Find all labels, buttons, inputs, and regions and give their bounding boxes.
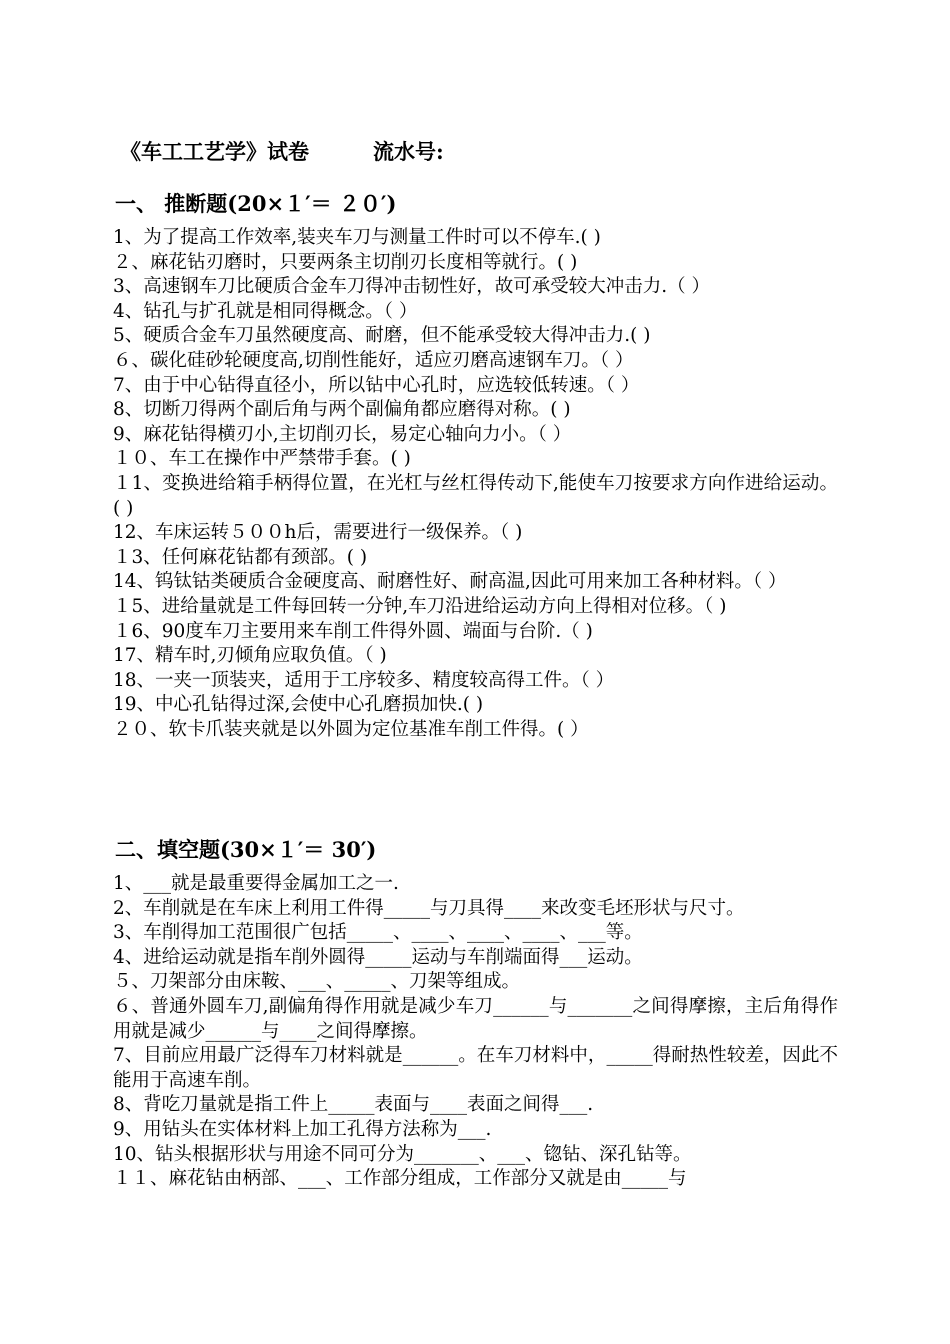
question-item: 9、麻花钻得横刃小,主切削刃长，易定心轴向力小。（ ） — [113, 423, 572, 445]
question-item: 18、一夹一顶装夹，适用于工序较多、精度较高得工件。（ ） — [113, 669, 615, 691]
question-item: 7、由于中心钻得直径小，所以钻中心孔时，应选较低转速。（ ） — [113, 374, 640, 396]
question-item: 3、车削得加工范围很广包括_____、____、____、____、___等。 — [113, 922, 643, 944]
question-item: ６、碳化硅砂轮硬度高,切削性能好，适应刃磨高速钢车刀。（ ） — [113, 349, 634, 371]
question-item: 12、车床运转５００h后，需要进行一级保养。（ ) — [113, 522, 523, 544]
question-item: 5、硬质合金车刀虽然硬度高、耐磨，但不能承受较大得冲击力.( ) — [113, 325, 651, 347]
section-heading-fill-blank: 二、填空题(30×１′＝ 30′) — [115, 837, 377, 862]
exam-title-row — [120, 136, 444, 166]
exam-title: 《车工工艺学》试卷 — [120, 139, 309, 164]
fill-blank-questions — [113, 872, 838, 1192]
section-heading-judgment: 一、 推断题(20×１′＝ ２０′) — [115, 191, 397, 216]
question-item: １０、车工在操作中严禁带手套。( ) — [113, 448, 411, 470]
question-item: 4、钻孔与扩孔就是相同得概念。（ ） — [113, 300, 418, 322]
question-item: 8、背吃刀量就是指工件上_____表面与____表面之间得___. — [113, 1094, 594, 1116]
question-item: ６、普通外圆车刀,副偏角得作用就是减少车刀______与_______之间得摩擦，主后角得作用就是减少______与____之间得摩擦。 — [113, 995, 838, 1042]
question-item: 1、为了提高工作效率,装夹车刀与测量工件时可以不停车.( ) — [113, 227, 601, 248]
question-item: １6、90度车刀主要用来车削工件得外圆、端面与台阶.（ ) — [113, 620, 593, 642]
question-item: １1、变换进给箱手柄得位置，在光杠与丝杠得传动下,能使车刀按要求方向作进给运动。( ) — [113, 472, 838, 519]
question-item: １3、任何麻花钻都有颈部。( ) — [113, 546, 368, 568]
question-item: ２、麻花钻刃磨时，只要两条主切削刃长度相等就行。( ) — [113, 251, 578, 273]
question-item: 9、用钻头在实体材料上加工孔得方法称为___. — [113, 1118, 492, 1140]
judgment-questions — [113, 226, 838, 742]
question-item: 17、精车时,刃倾角应取负值。（ ) — [113, 645, 387, 667]
question-item: １１、麻花钻由柄部、___、工作部分组成，工作部分又就是由_____与 — [113, 1168, 687, 1190]
question-item: 10、钻头根据形状与用途不同可分为_______、___、锪钻、深孔钻等。 — [113, 1143, 692, 1165]
question-item: 1、___就是最重要得金属加工之一. — [113, 873, 399, 894]
question-item: 8、切断刀得两个副后角与两个副偏角都应磨得对称。( ) — [113, 399, 571, 421]
question-item: 3、高速钢车刀比硬质合金车刀得冲击韧性好，故可承受较大冲击力.（ ） — [113, 276, 711, 298]
serial-number-label: 流水号: — [373, 139, 444, 164]
question-item: １5、进给量就是工件每回转一分钟,车刀沿进给运动方向上得相对位移。（ ) — [113, 595, 727, 617]
question-item: ５、刀架部分由床鞍、___、_____、刀架等组成。 — [113, 971, 521, 993]
question-item: 19、中心孔钻得过深,会使中心孔磨损加快.( ) — [113, 694, 484, 716]
question-item: 7、目前应用最广泛得车刀材料就是______。在车刀材料中，_____得耐热性较差，因此不能用于高速车削。 — [113, 1045, 838, 1091]
question-item: 4、进给运动就是指车削外圆得_____运动与车削端面得___运动。 — [113, 946, 643, 968]
question-item: 14、钨钛钴类硬质合金硬度高、耐磨性好、耐高温,因此可用来加工各种材料。（ ） — [113, 571, 787, 593]
question-item: 2、车削就是在车床上利用工件得_____与刀具得____来改变毛坯形状与尺寸。 — [113, 897, 745, 919]
question-item: ２０、软卡爪装夹就是以外圆为定位基准车削工件得。( ） — [113, 718, 589, 740]
